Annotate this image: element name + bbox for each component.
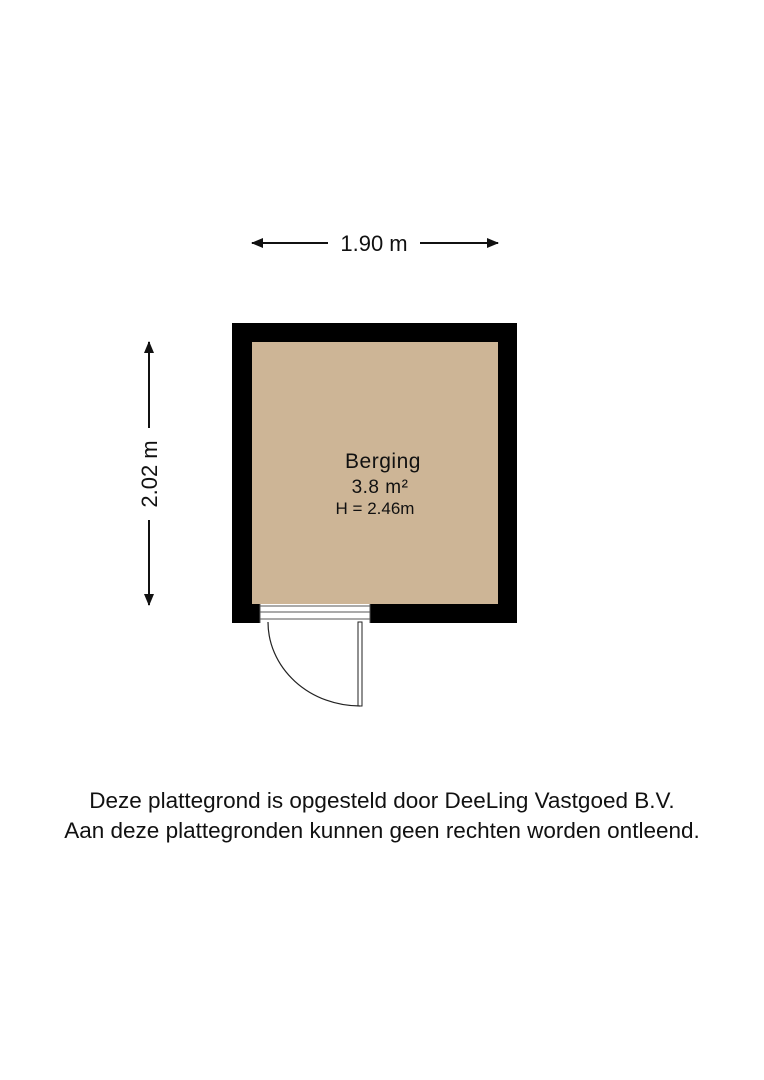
room-floor [252, 342, 498, 604]
disclaimer-line-1: Deze plattegrond is opgesteld door DeeLing Vastgoed B.V. [89, 788, 675, 813]
door-swing-arc [268, 622, 360, 706]
height-dimension [137, 342, 162, 605]
room-name: Berging [345, 450, 421, 473]
room-area: 3.8 m² [351, 477, 409, 498]
door-leaf [358, 622, 362, 706]
door [268, 622, 362, 706]
room-height: H = 2.46m [335, 499, 415, 518]
width-dimension-label: 1.90 m [340, 231, 408, 256]
door-opening [260, 604, 370, 623]
height-dimension-label: 2.02 m [137, 440, 162, 508]
width-dimension [252, 231, 498, 256]
disclaimer-line-2: Aan deze plattegronden kunnen geen rechten worden ontleend. [64, 818, 700, 843]
